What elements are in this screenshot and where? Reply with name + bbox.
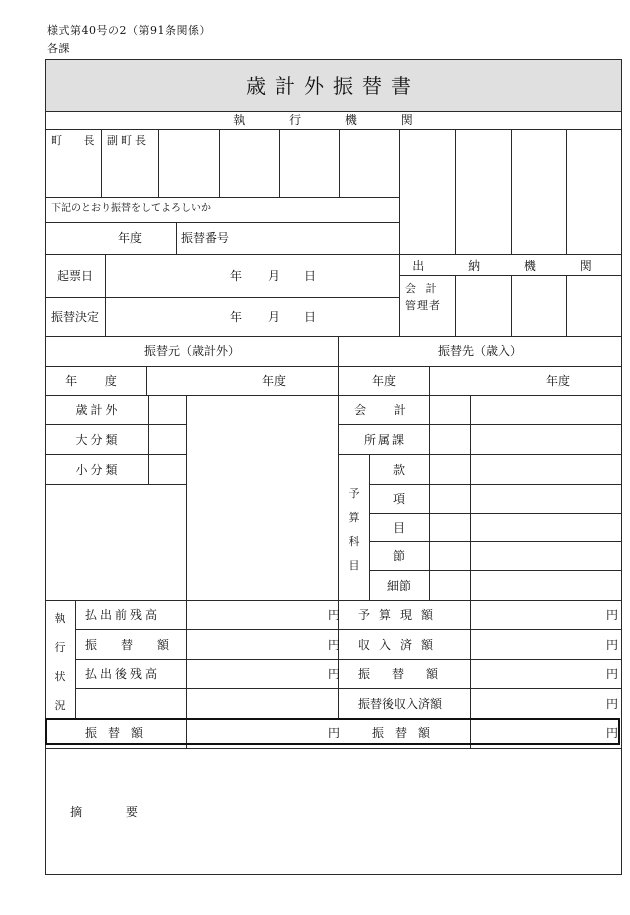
- accountant-label-1: 会 計: [405, 282, 440, 295]
- treasury-label: 出 納 機 関: [412, 259, 612, 273]
- request-text: 下記のとおり振替をしてよろしいか: [51, 203, 211, 214]
- source-row-label: 歳計外: [75, 403, 121, 417]
- decision-date-label: 振替決定: [50, 310, 100, 324]
- form-number: 様式第40号の2（第91条関係）: [47, 24, 211, 37]
- source-heading: 振替元（歳計外）: [143, 344, 241, 358]
- yen: 円: [606, 638, 619, 652]
- yen: 円: [606, 697, 619, 711]
- execution-status-label: 執行状況: [54, 612, 66, 712]
- destination-year-label: 年度: [371, 374, 397, 388]
- budget-item: 目: [392, 521, 406, 535]
- yen: 円: [328, 726, 341, 740]
- decision-day: 日: [304, 310, 317, 324]
- department-field-label: 所属課: [363, 433, 407, 447]
- yen: 円: [606, 726, 619, 740]
- transfer-amount-dest-label: 振替額: [358, 667, 461, 681]
- accountant-label-2: 管理者: [405, 299, 441, 312]
- destination-year-unit: 年度: [546, 374, 571, 388]
- source-row-label: 小分類: [75, 463, 121, 477]
- received-amount-label: 収入済額: [358, 638, 443, 652]
- draft-date-label: 起票日: [56, 269, 94, 283]
- summary-field[interactable]: [190, 752, 618, 870]
- decision-year: 年: [230, 310, 243, 324]
- total-destination-label: 振替額: [372, 726, 442, 740]
- balance-before-label: 払出前残高: [85, 608, 161, 622]
- budget-item: 項: [392, 492, 406, 506]
- form-title: 歳計外振替書: [246, 74, 420, 98]
- summary-label: 摘 要: [70, 805, 158, 819]
- budget-item: 節: [392, 549, 406, 563]
- deputy-mayor-label: 副町長: [107, 134, 149, 147]
- draft-month: 月: [268, 269, 281, 283]
- destination-heading: 振替先（歳入）: [437, 344, 523, 358]
- yen: 円: [328, 667, 341, 681]
- source-year-label: 年 度: [65, 374, 129, 388]
- budget-item: 細節: [386, 579, 412, 593]
- exec-org-label: 執 行 機 関: [233, 113, 433, 127]
- department-label: 各課: [47, 42, 70, 55]
- received-after-transfer-label: 振替後収入済額: [358, 697, 443, 711]
- transfer-amount-label: 振替額: [85, 638, 194, 652]
- total-source-label: 振替額: [85, 726, 155, 740]
- draft-day: 日: [304, 269, 317, 283]
- yen: 円: [606, 608, 619, 622]
- budget-current-label: 予算現額: [358, 608, 443, 622]
- source-year-unit: 年度: [262, 374, 287, 388]
- draft-year: 年: [230, 269, 243, 283]
- yen: 円: [328, 608, 341, 622]
- budget-items-label: 予算科目: [348, 487, 360, 572]
- source-row-label: 大分類: [75, 433, 121, 447]
- yen: 円: [606, 667, 619, 681]
- transfer-number-label: 振替番号: [181, 231, 230, 245]
- balance-after-label: 払出後残高: [85, 667, 161, 681]
- mayor-label: 町 長: [51, 134, 104, 147]
- yen: 円: [328, 638, 341, 652]
- decision-month: 月: [268, 310, 281, 324]
- fiscal-year-label: 年度: [117, 231, 143, 245]
- account-label: 会 計: [354, 403, 418, 417]
- budget-item: 款: [392, 463, 406, 477]
